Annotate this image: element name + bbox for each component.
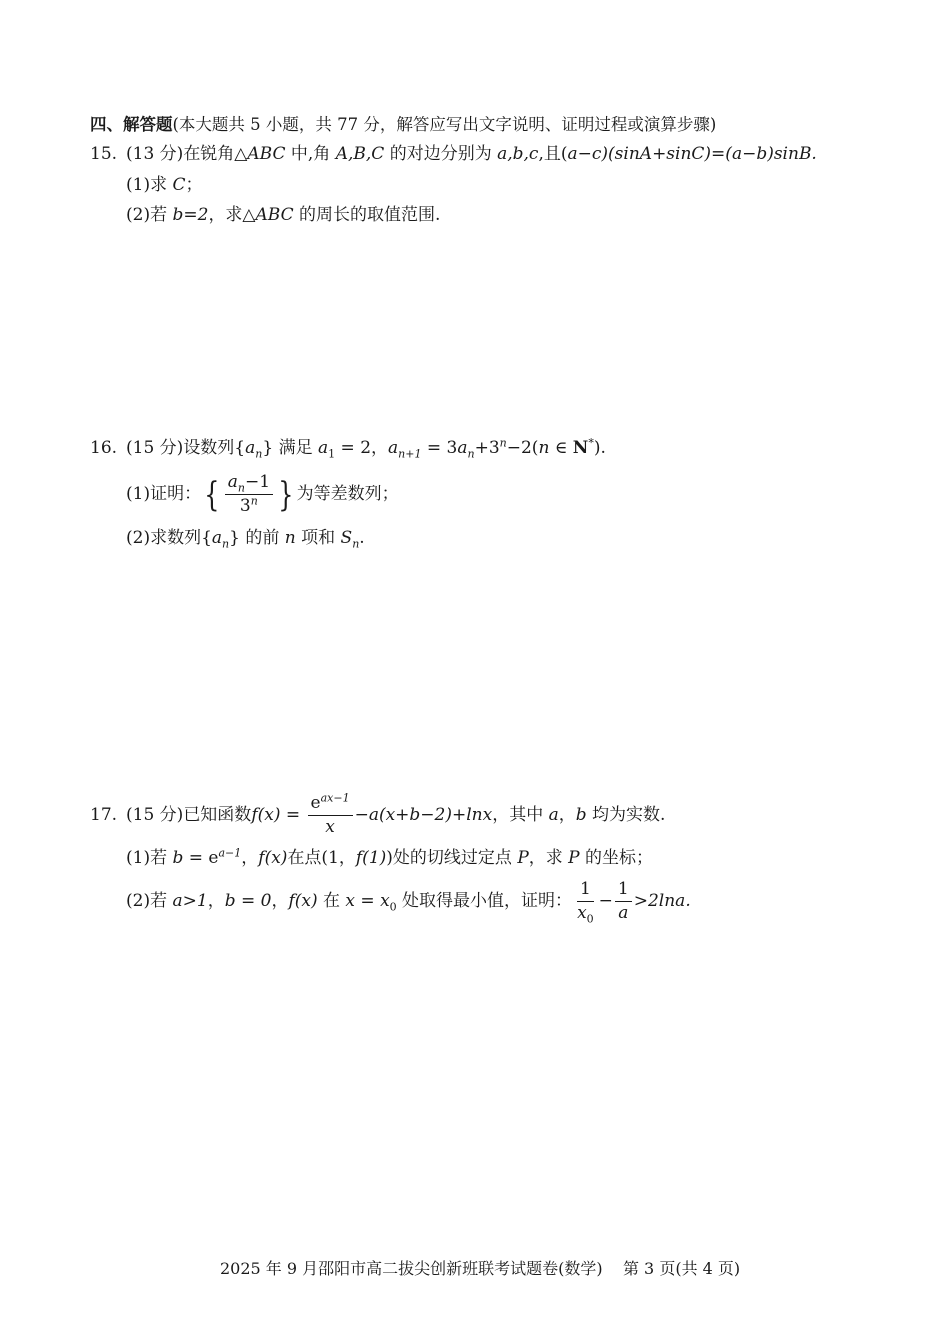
q16-rec-plus: +3 [474, 438, 500, 458]
q15-line [90, 146, 817, 163]
q16-frac-den: 3 [239, 496, 251, 516]
q17-p1-fx: f(x) [258, 848, 288, 868]
q16-frac-num-sub: n [237, 481, 245, 495]
q17-p1-text: 在点(1， [287, 848, 356, 868]
q17-number: 17. [90, 805, 118, 825]
q17-p2-frac1 [574, 879, 597, 926]
q16-rec-left-sub: n+1 [398, 447, 422, 461]
q17-p2-fx: f(x) [288, 891, 318, 911]
q16-rec-a-sub: n [467, 447, 475, 461]
q15-text: ,且( [538, 144, 568, 164]
q15-part2-triangle: ABC [255, 205, 294, 225]
q17-frac-num-pow: ax−1 [320, 791, 350, 805]
q17-text: 均为实数. [586, 805, 666, 825]
q17-part1 [126, 846, 654, 868]
q17-part2 [126, 878, 691, 924]
q16-rec-in: ∈ [549, 438, 573, 458]
q15-part2-cond: b=2 [172, 205, 209, 225]
q16-rec-minus: −2( [506, 438, 539, 458]
q16-fraction [225, 473, 273, 515]
q16-rec-a: a [457, 438, 468, 458]
q17-p1-P: P [517, 848, 529, 868]
q15-number: 15. [90, 144, 118, 164]
q16-seq: a [245, 438, 256, 458]
q17-p1-end: 的坐标； [579, 848, 654, 868]
q17-p2-sep: ， [207, 891, 225, 911]
q17-p1-P2: P [568, 848, 580, 868]
q15-text: 中,角 [285, 144, 336, 164]
q15-score: (13 分) [126, 144, 184, 164]
q17-p2-frac1-den-sub: 0 [586, 912, 594, 926]
q17-text: ，其中 [492, 805, 549, 825]
q17-text: 已知函数 [183, 805, 252, 825]
q17-p1-eq: = e [183, 848, 219, 868]
q17-p2-text2: 处取得最小值，证明： [396, 891, 573, 911]
q15-part1-end: ； [185, 175, 203, 195]
q17-p2-label: (2)若 [126, 891, 173, 911]
q17-p2-minus: − [598, 891, 613, 911]
q16-score: (15 分) [126, 438, 184, 458]
q17-p2-eq: = [355, 891, 381, 911]
q15-part1-var: C [172, 175, 186, 195]
q17-p1-sep: ， [241, 848, 259, 868]
q17-eq: = [280, 805, 306, 825]
q16-a1: a [318, 438, 329, 458]
q17-sep: ， [558, 805, 576, 825]
q17-rest: −a(x+b−2)+lnx [354, 805, 493, 825]
q17-p1-b: b [172, 848, 184, 868]
q17-p1-text2: )处的切线过定点 [386, 848, 518, 868]
q15-text: 在锐角△ [183, 144, 248, 164]
q16-part2-label: (2)求数列{ [126, 528, 212, 548]
q15-part2-label: (2)若 [126, 205, 173, 225]
q16-part2-seq-sub: n [222, 537, 230, 551]
q16-part2-S: S [340, 528, 353, 548]
q17-frac-den: x [325, 817, 335, 837]
q15-part1-label: (1)求 [126, 175, 173, 195]
q16-number: 16. [90, 438, 118, 458]
q17-a: a [548, 805, 559, 825]
q16-frac-num-a: a [227, 472, 238, 493]
q16-rec-left: a [388, 438, 399, 458]
q17-score: (15 分) [126, 805, 184, 825]
q17-p2-text: 在 [317, 891, 346, 911]
q16-part1-label: (1)证明： [126, 484, 202, 504]
q16-rec-N: N [572, 438, 589, 458]
q16-part2 [126, 528, 365, 551]
q15-condition: a−c)(sinA+sinC)=(a−b)sinB. [567, 144, 817, 164]
q17-p1-label: (1)若 [126, 848, 173, 868]
q16-rec-pow: n [499, 436, 507, 450]
q17-p1-text3: ，求 [528, 848, 569, 868]
left-brace: { [204, 474, 220, 515]
q17-p2-frac1-num: 1 [577, 880, 594, 902]
q16-rec-star: * [588, 436, 594, 450]
q15-part2-text: ，求△ [208, 205, 256, 225]
q17-line [90, 790, 665, 840]
q17-p2-sep2: ， [271, 891, 289, 911]
q16-text: 设数列{ [183, 438, 246, 458]
q16-part2-text2: 项和 [295, 528, 341, 548]
q16-a1-sub: 1 [328, 447, 336, 461]
q15-angles: A,B,C [335, 144, 385, 164]
q16-a1-val: = 2， [335, 438, 389, 458]
q16-text: } 满足 [262, 438, 318, 458]
q17-p2-frac2-num: 1 [615, 880, 632, 902]
q17-fx: f(x) [251, 805, 281, 825]
q17-p2-frac1-den: x [577, 903, 587, 923]
section-heading-line [90, 117, 716, 134]
q17-p1-pow: a−1 [218, 846, 242, 860]
q16-part2-n: n [284, 528, 296, 548]
q17-frac-num: e [310, 793, 321, 814]
q16-part2-S-sub: n [352, 537, 360, 551]
q17-fraction [308, 791, 353, 837]
q15-part2-end: 的周长的取值范围. [293, 205, 441, 225]
q15-part1 [126, 177, 203, 194]
q17-p2-a: a>1 [172, 891, 208, 911]
q17-p2-b: b = 0 [224, 891, 272, 911]
q17-p2-end: >2lna. [633, 891, 691, 911]
q16-part2-text: } 的前 [229, 528, 285, 548]
footer-text: 2025 年 9 月邵阳市高二拔尖创新班联考试题卷(数学) 第 3 页(共 4 页) [219, 1259, 741, 1278]
q17-p2-x: x [345, 891, 355, 911]
q15-text: 的对边分别为 [384, 144, 498, 164]
q17-p2-x0: x [380, 891, 390, 911]
q16-part1-end: 为等差数列； [296, 484, 399, 504]
q16-frac-den-pow: n [250, 494, 258, 508]
right-brace: } [278, 474, 294, 515]
q17-p2-frac2-den: a [618, 903, 629, 923]
q16-rec-n: n [538, 438, 550, 458]
q16-frac-num-rest: −1 [244, 472, 271, 493]
page-footer [0, 1245, 950, 1277]
q16-part2-end: . [359, 528, 365, 548]
q16-seq-sub: n [255, 447, 263, 461]
q17-p1-f1: f(1) [355, 848, 387, 868]
q17-b: b [575, 805, 587, 825]
q16-part1 [126, 472, 399, 516]
q17-p2-x0-sub: 0 [389, 900, 397, 914]
q16-line [90, 436, 606, 461]
q15-part2 [126, 207, 440, 224]
q15-sides: a,b,c [497, 144, 539, 164]
section-heading: 四、解答题 [90, 115, 173, 134]
q16-rec-end: ). [593, 438, 606, 458]
q16-rec-eq: = 3 [421, 438, 458, 458]
section-note: (本大题共 5 小题，共 77 分，解答应写出文字说明、证明过程或演算步骤) [172, 115, 717, 134]
q15-triangle: ABC [247, 144, 286, 164]
q16-part2-seq: a [211, 528, 223, 548]
q17-p2-frac2 [615, 880, 632, 922]
